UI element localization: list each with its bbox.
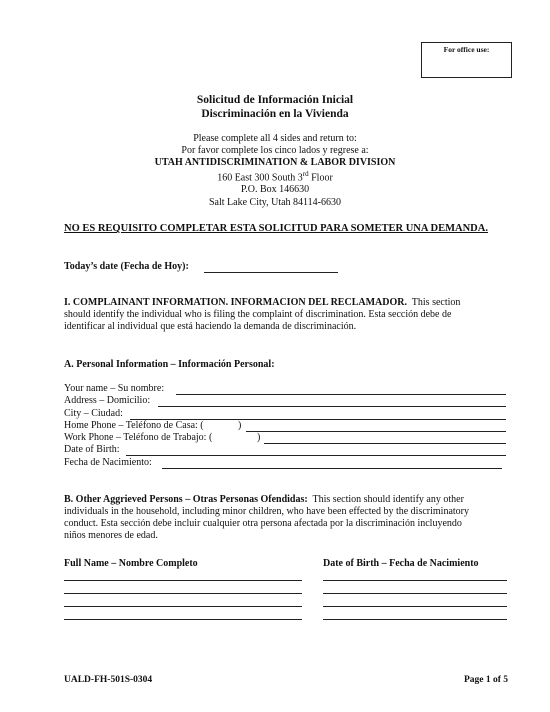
work-phone-field[interactable] <box>264 443 506 444</box>
address-po-box: P.O. Box 146630 <box>240 184 310 195</box>
other-person-dob-1[interactable] <box>323 580 507 581</box>
column-date-of-birth: Date of Birth – Fecha de Nacimiento <box>323 558 479 569</box>
name-label: Your name – Su nombre: <box>64 383 165 394</box>
sectionB-paragraph: B. Other Aggrieved Persons – Otras Personas Ofendidas: This section should identify any other individuals in the household, including minor children, who have been effected by the discriminatory conduct. Esta sección debe incluir cualquier otra persona afectada por la discriminación incluyendo niños menores de edad. <box>64 494 469 541</box>
todays-date-field[interactable] <box>204 272 338 273</box>
dob-field[interactable] <box>126 455 506 456</box>
form-title-line1: Solicitud de Información Inicial <box>196 94 354 106</box>
other-person-name-4[interactable] <box>64 619 302 620</box>
column-full-name: Full Name – Nombre Completo <box>64 558 198 569</box>
other-person-name-1[interactable] <box>64 580 302 581</box>
sectionB-heading: B. Other Aggrieved Persons – Otras Personas Ofendidas: <box>64 494 308 505</box>
section1-heading: I. COMPLAINANT INFORMATION. INFORMACION DEL RECLAMADOR. <box>64 297 407 308</box>
other-person-dob-4[interactable] <box>323 619 507 620</box>
agency-name: UTAH ANTIDISCRIMINATION & LABOR DIVISION <box>154 157 396 168</box>
office-use-label: For office use: <box>443 45 490 54</box>
address-field[interactable] <box>158 406 506 407</box>
footer-page-number: Page 1 of 5 <box>463 675 508 685</box>
other-person-name-3[interactable] <box>64 606 302 607</box>
footer-form-id: UALD-FH-501S-0304 <box>64 675 153 685</box>
fecha-nacimiento-field[interactable] <box>162 468 502 469</box>
instructions-spanish: Por favor complete los cinco lados y regrese a: <box>181 145 369 156</box>
address-label: Address – Domicilio: <box>64 395 151 406</box>
sectionA-heading: A. Personal Information – Información Personal: <box>64 359 275 370</box>
fecha-nacimiento-label: Fecha de Nacimiento: <box>64 457 152 468</box>
name-field[interactable] <box>176 394 506 395</box>
todays-date-label: Today’s date (Fecha de Hoy): <box>64 261 189 272</box>
other-person-name-2[interactable] <box>64 593 302 594</box>
form-title-line2: Discriminación en la Vivienda <box>201 108 349 120</box>
home-phone-paren: ) <box>238 420 242 431</box>
address-city: Salt Lake City, Utah 84114-6630 <box>208 197 342 208</box>
home-phone-field[interactable] <box>246 431 506 432</box>
work-phone-paren: ) <box>257 432 261 443</box>
other-person-dob-2[interactable] <box>323 593 507 594</box>
work-phone-label: Work Phone – Teléfono de Trabajo: ( <box>64 432 213 443</box>
notice-text: NO ES REQUISITO COMPLETAR ESTA SOLICITUD PARA SOMETER UNA DEMANDA. <box>64 223 488 234</box>
city-label: City – Ciudad: <box>64 408 123 419</box>
section1-paragraph: I. COMPLAINANT INFORMATION. INFORMACION DEL RECLAMADOR. This section should identify the individual who is filing the complaint of discrimination. Esta sección debe de identificar al individual que está haciendo la demanda de discriminación. <box>64 297 461 332</box>
instructions-english: Please complete all 4 sides and return to: <box>193 133 357 144</box>
address-street: 160 East 300 South 3rd Floor <box>217 170 333 184</box>
dob-label: Date of Birth: <box>64 444 120 455</box>
office-use-box <box>421 42 512 78</box>
home-phone-label: Home Phone – Teléfono de Casa: ( <box>64 420 204 431</box>
other-person-dob-3[interactable] <box>323 606 507 607</box>
